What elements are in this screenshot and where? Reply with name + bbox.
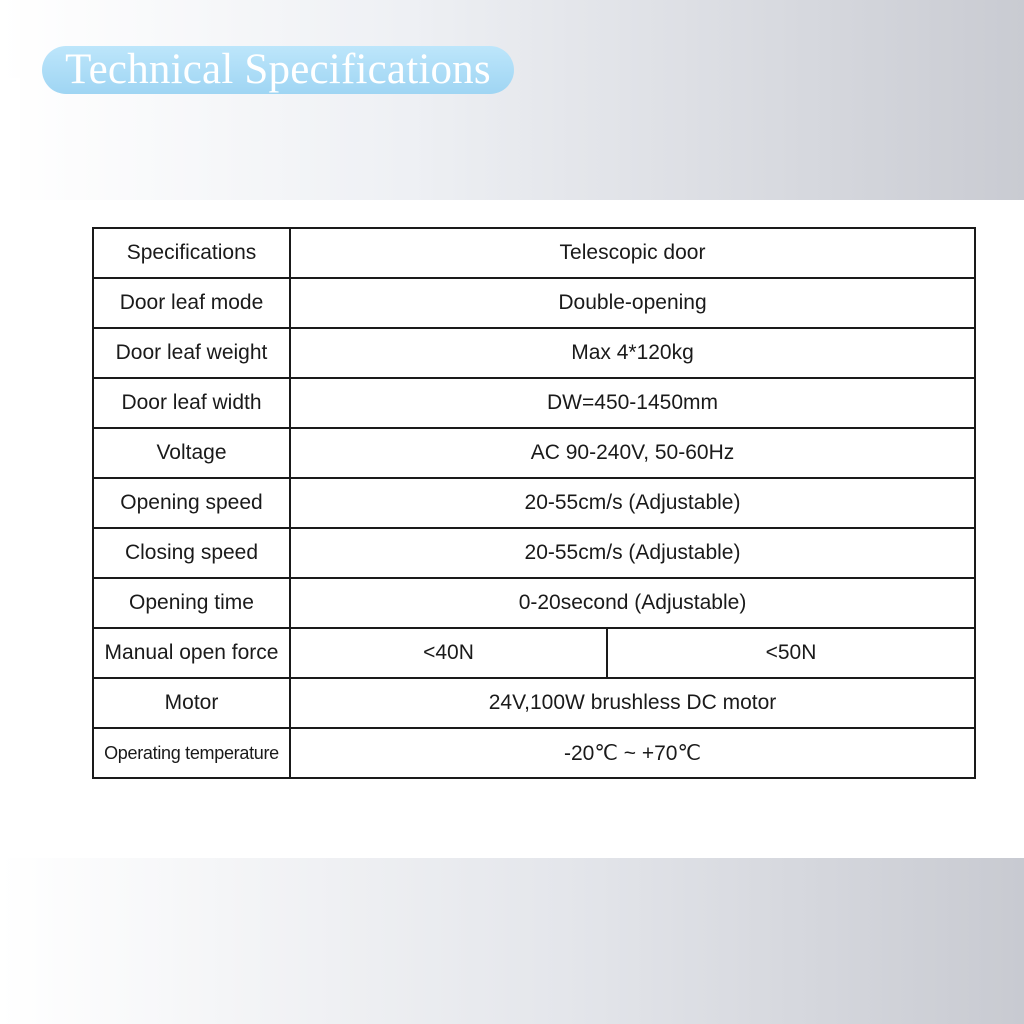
row-value-manual-open-force-2: <50N	[607, 628, 975, 678]
table-row	[93, 328, 975, 378]
header-value-cell: Telescopic door	[290, 228, 975, 278]
bottom-background-band	[0, 858, 1024, 1024]
row-value-closing-speed: 20-55cm/s (Adjustable)	[290, 528, 975, 578]
table-row	[93, 478, 975, 528]
row-label-closing-speed: Closing speed	[93, 528, 290, 578]
row-value-voltage: AC 90-240V, 50-60Hz	[290, 428, 975, 478]
row-value-manual-open-force-1: <40N	[290, 628, 607, 678]
row-label-door-leaf-mode: Door leaf mode	[93, 278, 290, 328]
row-label-door-leaf-width: Door leaf width	[93, 378, 290, 428]
row-label-operating-temperature: Operating temperature	[93, 728, 290, 778]
specifications-table	[92, 227, 976, 779]
row-value-door-leaf-weight: Max 4*120kg	[290, 328, 975, 378]
row-value-motor: 24V,100W brushless DC motor	[290, 678, 975, 728]
row-label-manual-open-force: Manual open force	[93, 628, 290, 678]
row-label-opening-speed: Opening speed	[93, 478, 290, 528]
table-row	[93, 528, 975, 578]
row-label-door-leaf-weight: Door leaf weight	[93, 328, 290, 378]
page-title: Technical Specifications	[42, 46, 514, 94]
table-row	[93, 678, 975, 728]
row-value-door-leaf-width: DW=450-1450mm	[290, 378, 975, 428]
table-header-row	[93, 228, 975, 278]
row-value-door-leaf-mode: Double-opening	[290, 278, 975, 328]
table-row	[93, 278, 975, 328]
row-label-opening-time: Opening time	[93, 578, 290, 628]
table-row	[93, 628, 975, 678]
table-row	[93, 578, 975, 628]
row-value-opening-speed: 20-55cm/s (Adjustable)	[290, 478, 975, 528]
table-row	[93, 378, 975, 428]
top-band-notch	[0, 78, 20, 200]
row-value-opening-time: 0-20second (Adjustable)	[290, 578, 975, 628]
header-label-cell: Specifications	[93, 228, 290, 278]
table-row	[93, 728, 975, 778]
row-label-voltage: Voltage	[93, 428, 290, 478]
top-background-band	[0, 0, 1024, 200]
row-value-operating-temperature: -20℃ ~ +70℃	[290, 728, 975, 778]
row-label-motor: Motor	[93, 678, 290, 728]
table-row	[93, 428, 975, 478]
